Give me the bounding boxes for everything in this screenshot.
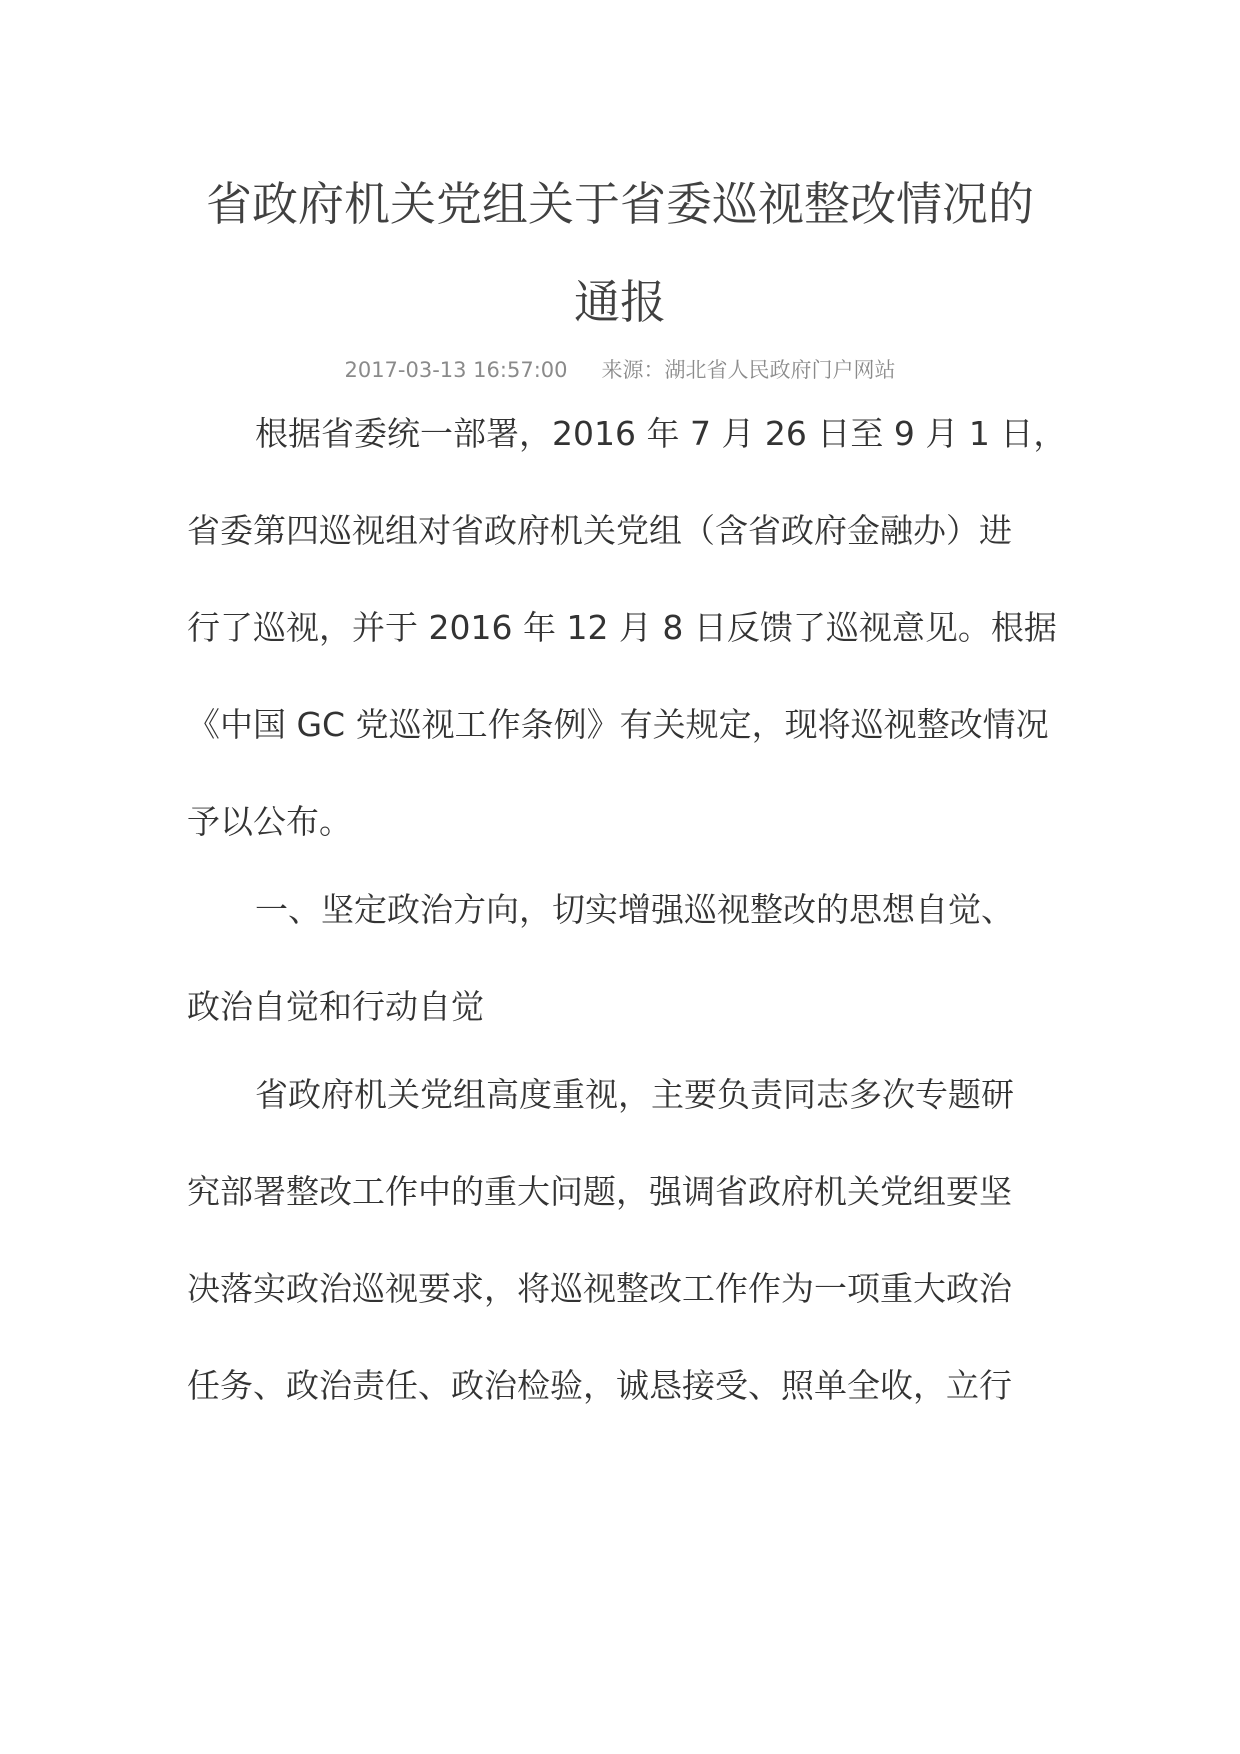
paragraph-1-line-4: 《中国 GC 党巡视工作条例》有关规定，现将巡视整改情况 xyxy=(187,705,1049,744)
section-heading-line-1: 一、坚定政治方向，切实增强巡视整改的思想自觉、 xyxy=(255,890,1014,929)
paragraph-1-line-2: 省委第四巡视组对省政府机关党组（含省政府金融办）进 xyxy=(187,511,1012,550)
paragraph-2-line-3: 决落实政治巡视要求，将巡视整改工作作为一项重大政治 xyxy=(187,1269,1012,1308)
document-title-line-2: 通报 xyxy=(574,275,666,329)
article-source: 来源：湖北省人民政府门户网站 xyxy=(601,358,896,382)
paragraph-1-line-5: 予以公布。 xyxy=(187,802,352,841)
paragraph-2-line-1: 省政府机关党组高度重视，主要负责同志多次专题研 xyxy=(255,1075,1014,1114)
paragraph-1-line-1: 根据省委统一部署，2016 年 7 月 26 日至 9 月 1 日， xyxy=(255,414,1067,453)
article-meta xyxy=(190,354,1050,384)
section-heading-line-2: 政治自觉和行动自觉 xyxy=(187,987,484,1026)
document-title-line-1: 省政府机关党组关于省委巡视整改情况的 xyxy=(206,177,1034,231)
publish-datetime: 2017-03-13 16:57:00 xyxy=(344,358,568,382)
paragraph-2-line-2: 究部署整改工作中的重大问题，强调省政府机关党组要坚 xyxy=(187,1172,1012,1211)
paragraph-2-line-4: 任务、政治责任、政治检验，诚恳接受、照单全收，立行 xyxy=(187,1366,1012,1405)
paragraph-1-line-3: 行了巡视，并于 2016 年 12 月 8 日反馈了巡视意见。根据 xyxy=(187,608,1057,647)
